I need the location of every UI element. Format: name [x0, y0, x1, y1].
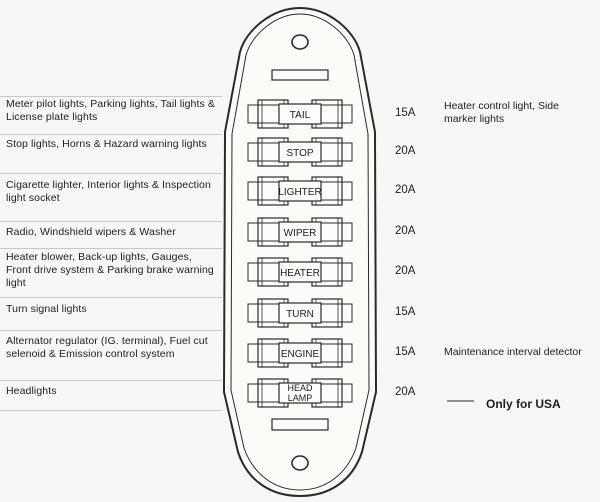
circuit-label: Turn signal lights	[6, 303, 87, 315]
amperage-label: 20A	[395, 265, 416, 277]
circuit-label: Headlights	[6, 385, 57, 397]
row-separator	[0, 134, 222, 135]
row-separator	[0, 410, 222, 411]
fuse-name: HEATER	[280, 268, 320, 279]
fuse-row	[248, 258, 352, 286]
amperage-label: 20A	[395, 225, 416, 237]
row-separator	[0, 221, 222, 222]
fuse-name: TAIL	[289, 110, 311, 121]
circuit-label: Alternator regulator (IG. terminal), Fuel cut selenoid & Emission control system	[6, 335, 208, 360]
right-circuit-label: Maintenance interval detector	[444, 346, 582, 358]
row-separator	[0, 330, 222, 331]
amperage-label: 20A	[395, 184, 416, 196]
fuse-row	[248, 138, 352, 166]
fuse-row	[248, 379, 352, 407]
row-separator	[0, 248, 222, 249]
circuit-label: Heater blower, Back-up lights, Gauges, Front drive system & Parking brake warning light	[6, 251, 214, 289]
usa-note: Only for USA	[486, 397, 561, 411]
fuse-box-outline	[224, 8, 376, 496]
fuse-name: TURN	[286, 309, 314, 320]
row-separator	[0, 380, 222, 381]
fuse-row	[248, 100, 352, 128]
fuse-row	[248, 299, 352, 327]
amperage-label: 15A	[395, 346, 416, 358]
circuit-label: Cigarette lighter, Interior lights & Inspection light socket	[6, 179, 211, 204]
fuse-name: LAMP	[287, 393, 313, 403]
fuse-name: WIPER	[283, 228, 317, 239]
row-separator	[0, 173, 222, 174]
amperage-label: 15A	[395, 107, 416, 119]
amperage-label: 20A	[395, 145, 416, 157]
circuit-label: Stop lights, Horns & Hazard warning lights	[6, 138, 207, 150]
row-separator	[0, 96, 222, 97]
circuit-label: Radio, Windshield wipers & Washer	[6, 226, 176, 238]
fuse-name: HEAD	[287, 383, 313, 393]
fuse-row	[248, 218, 352, 246]
circuit-label: Meter pilot lights, Parking lights, Tail lights & License plate lights	[6, 98, 215, 123]
fuse-row	[248, 339, 352, 367]
amperage-label: 15A	[395, 306, 416, 318]
fuse-row	[248, 177, 352, 205]
row-separator	[0, 297, 222, 298]
right-circuit-label: Heater control light, Side marker lights	[444, 100, 559, 125]
fuse-name: ENGINE	[280, 349, 320, 360]
fuse-name: LIGHTER	[278, 187, 322, 198]
amperage-label: 20A	[395, 386, 416, 398]
fuse-name: STOP	[286, 148, 314, 159]
